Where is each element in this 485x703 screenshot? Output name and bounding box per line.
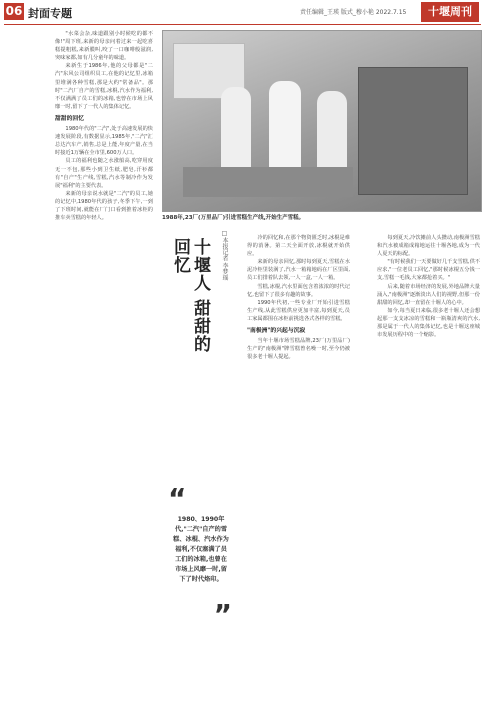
pull-quote-text: 1980、1990年代,"二汽"自产的雪糕、冰棍、汽水作为福利,不仅塞满了员工们的冰箱,也曾在市场上风靡一时,留下了时代烙印。 [173, 516, 229, 583]
paragraph: 每到夏天,冷饮摊前人头攒动,南极洲雪糕和汽水被成箱成箱地运往十堰各地,成为一代人夏天的标配。 [377, 235, 480, 258]
photo-table [183, 167, 353, 197]
subheading: "南极洲"的兴起与沉寂 [247, 328, 306, 335]
factory-photo [162, 30, 482, 212]
pull-quote [168, 482, 232, 631]
paragraph: 后来,随着市场经济的发展,外地品牌大量涌入,"南极洲"逐渐淡出人们的视野,但那一份甜甜的回忆,却一直留在十堰人的心中。 [377, 283, 480, 306]
page-header [0, 0, 485, 24]
article-column-3 [377, 234, 480, 695]
paragraph: 来新的母亲说水就是"二汽"的员工,她的记忆中,1980年代的孩子,冬季下午,一到了下班时间,就能在厂门口看到推着冰柜的推车卖雪糕的年轻人。 [55, 190, 153, 222]
paragraph: 1990年代初,一些专业厂开始引进雪糕生产线,从此雪糕供应更加丰富,每到夏天,员工家属都围在冰柜前挑选各式各样的雪糕。 [247, 299, 350, 322]
paragraph: 来新生于1986年,他的父母都是"二汽"东风公司组织员工,在他的记忆里,冰箱里堆满各种雪糕,那是大约"常备品"。那时"二汽厂自产的雪糕,冰棍,汽水作为福利,不仅满满了员工们的冰箱,也曾在市场上风靡一时,留下了一代人的集体记忆。 [55, 63, 153, 110]
paragraph: 冷的回忆和,在那个物资匮乏时,冰棍是难得的消暑。第二天全面开放,冰棍就开始供应。 [247, 235, 350, 258]
paragraph: 当年十堰市场雪糕品牌,23厂(万里品厂)生产的"南极洲"牌雪糕曾名噪一时,至今仍被很多老十堰人提起。 [247, 338, 350, 361]
article-column-1 [55, 30, 153, 695]
paragraph: 雪糕,冰棍,汽水里面包含着浓浓的时代记忆,也留下了很多有趣的故事。 [247, 283, 350, 298]
article-column-2 [247, 234, 350, 695]
article-title-block [168, 226, 238, 366]
paragraph: 来新的母亲回忆,那时每到夏天,雪糕在水泥冷柜里装满了,汽水一箱箱地码在厂区里面,员工们排着队去领,一人一盒,一人一箱。 [247, 259, 350, 282]
paragraph: 如今,每当夏日来临,很多老十堰人还会想起那一支支冰凉的雪糕和一瓶瓶清爽的汽水,那是属于一代人的集体记忆,也是十堰这座城市发展历程中的一个缩影。 [377, 307, 480, 339]
byline: □本报记者 李梦瑶 [221, 230, 228, 281]
paragraph: 员工的福利也随之水涨船高,吃穿用度无一不包,那些小到卫生纸,肥皂,汗衫都有"自产"生产线,雪糕,汽水等制冷作为发展"福利"的主要代表。 [55, 158, 153, 189]
paragraph: "水菜会杂,味道跟别小时候吃的都不像!"周下班,来新的母亲问着过来一起吃喜糕提粗糕,来新膜叫,咬了一口咖啡般滋润,突味家都,如有几分童年的味道。 [55, 31, 153, 62]
brand-logo: 十堰周刊 [421, 2, 479, 22]
photo-machine [358, 67, 468, 195]
section-title: 封面专题 [28, 7, 72, 20]
open-quote-icon: “ [168, 482, 187, 515]
paragraph: 1980年代的"二汽",处于高速发展的快速发展阶段,有数据显示,1985年,"二汽"汇总达汽车产,销售,总是上能,年度产量,在当时接近1万辆在全市里,600万人口。 [55, 126, 153, 157]
page-number: 06 [5, 4, 23, 18]
photo-worker [269, 81, 301, 181]
paragraph: "有时候我们一天要做好几千支雪糕,供不应求,"一位老员工回忆,"那时候冰棍五分钱一支,雪糕一毛钱,大家都抢着买。" [377, 259, 480, 282]
header-rule [4, 24, 481, 25]
photo-caption: 1988年,23厂(万里品厂)引进雪糕生产线,开始生产雪糕。 [162, 215, 305, 221]
subheading: 甜甜的回忆 [55, 115, 84, 122]
article-title: 十堰人 甜甜的回忆 [170, 238, 210, 353]
editor-meta: 责任编辑_王瑛 版式_穆小艳 2022.7.15 [300, 9, 407, 16]
close-quote-icon: ” [213, 598, 232, 631]
